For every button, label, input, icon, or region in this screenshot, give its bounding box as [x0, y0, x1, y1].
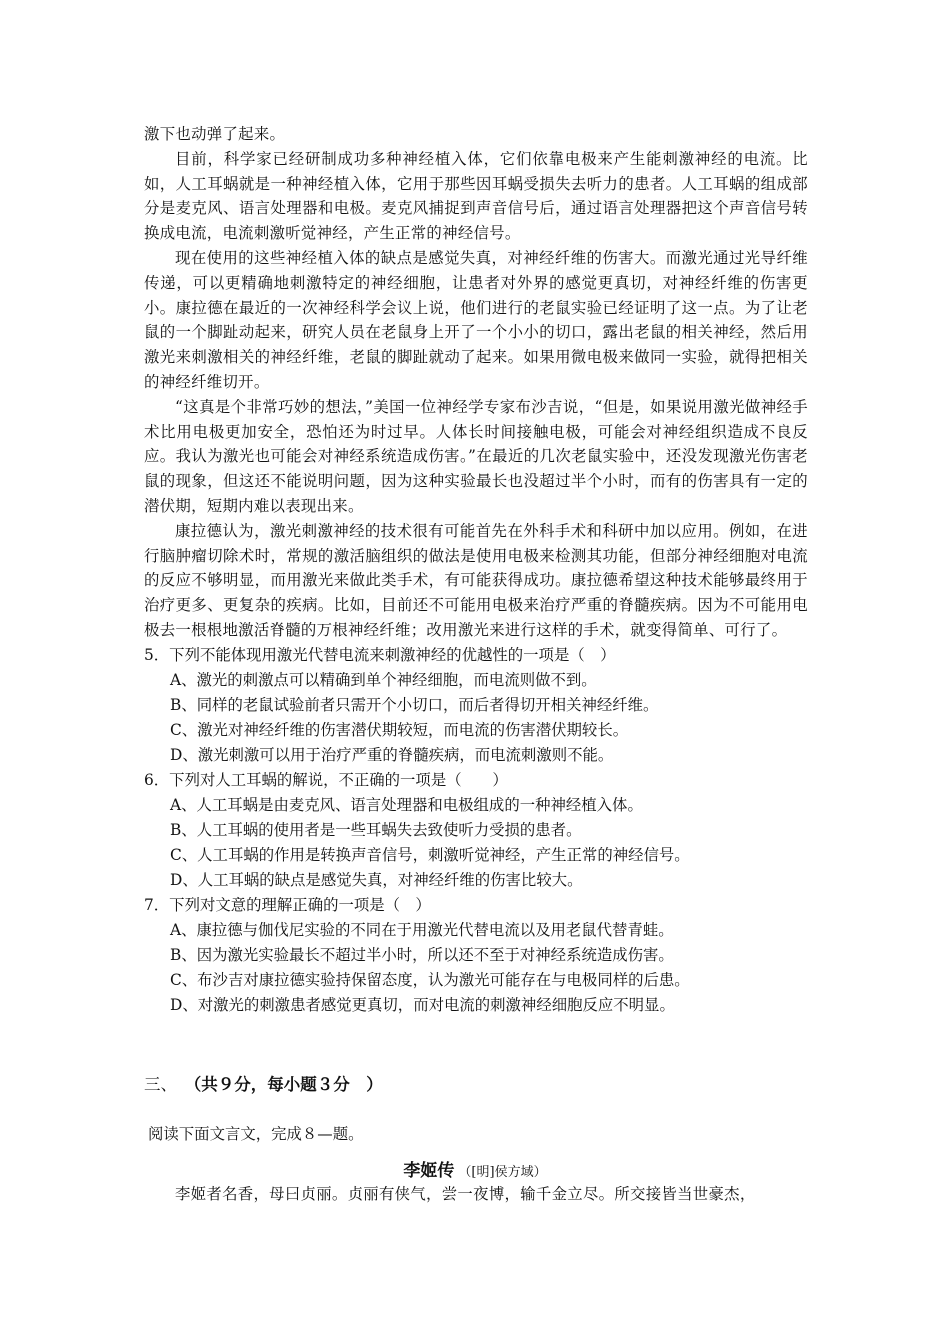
question-option: D、激光刺激可以用于治疗严重的脊髓疾病，而电流刺激则不能。 — [170, 745, 614, 764]
section-number: 三、 — [144, 1075, 177, 1094]
classical-title — [0, 1156, 950, 1181]
question-5 — [144, 643, 808, 768]
passage-paragraph: 康拉德认为，激光刺激神经的技术很有可能首先在外科手术和科研中加以应用。例如，在进行脑肿瘤切除术时，常规的激活脑组织的做法是使用电极来检测其功能，但部分神经细胞对电流的反应不够明显，而用激光来做此类手术，有可能获得成功。康拉德希望这种技术能够最终用于治疗更多、更复杂的疾病。比如，目前还不可能用电极来治疗严重的脊髓疾病。因为不可能用电极去一根根地激活脊髓的万根神经纤维；改用激光来进行这样的手术，就变得简单、可行了。 — [144, 521, 808, 639]
passage-paragraph: 激下也动弹了起来。 — [144, 125, 286, 143]
question-option: A、康拉德与伽伐尼实验的不同在于用激光代替电流以及用老鼠代替青蛙。 — [170, 920, 674, 939]
question-6 — [144, 768, 808, 893]
passage-paragraph: 目前，科学家已经研制成功多种神经植入体，它们依靠电极来产生能刺激神经的电流。比如，人工耳蜗就是一种神经植入体，它用于那些因耳蜗受损失去听力的患者。人工耳蜗的组成部分是麦克风、语言处理器和电极。麦克风捕捉到声音信号后，通过语言处理器把这个声音信号转换成电流，电流刺激听觉神经，产生正常的神经信号。 — [144, 149, 808, 243]
classical-author: （[明]侯方域） — [458, 1165, 547, 1180]
question-option: C、激光对神经纤维的伤害潜伏期较短，而电流的伤害潜伏期较长。 — [170, 720, 629, 739]
question-option: D、对激光的刺激患者感觉更真切，而对电流的刺激神经细胞反应不明显。 — [170, 995, 675, 1014]
section-title: （共９分，每小题３分 ） — [193, 1075, 383, 1094]
question-option: A、人工耳蜗是由麦克风、语言处理器和电极组成的一种神经植入体。 — [170, 795, 643, 814]
section-heading — [144, 1071, 383, 1095]
classical-text — [144, 1182, 808, 1207]
question-option: C、布沙吉对康拉德实验持保留态度，认为激光可能存在与电极同样的后患。 — [170, 970, 690, 989]
question-option: D、人工耳蜗的缺点是感觉失真，对神经纤维的伤害比较大。 — [170, 870, 583, 889]
question-option: B、人工耳蜗的使用者是一些耳蜗失去致使听力受损的患者。 — [170, 820, 582, 839]
question-stem: 7．下列对文意的理解正确的一项是（ ） — [144, 895, 431, 914]
question-7 — [144, 893, 808, 1018]
question-stem: 6．下列对人工耳蜗的解说，不正确的一项是（ ） — [144, 770, 508, 789]
question-option: B、同样的老鼠试验前者只需开个小切口，而后者得切开相关神经纤维。 — [170, 695, 659, 714]
passage — [144, 122, 808, 1018]
question-option: B、因为激光实验最长不超过半小时，所以还不至于对神经系统造成伤害。 — [170, 945, 674, 964]
classical-title-text: 李姬传 — [403, 1161, 455, 1181]
question-option: C、人工耳蜗的作用是转换声音信号，刺激听觉神经，产生正常的神经信号。 — [170, 845, 690, 864]
passage-paragraph: 现在使用的这些神经植入体的缺点是感觉失真，对神经纤维的伤害大。而激光通过光导纤维传递，可以更精确地刺激特定的神经细胞，让患者对外界的感觉更真切，对神经纤维的伤害更小。康拉德在最近的一次神经科学会议上说，他们进行的老鼠实验已经证明了这一点。为了让老鼠的一个脚趾动起来，研究人员在老鼠身上开了一个小小的切口，露出老鼠的相关神经，然后用激光来刺激相关的神经纤维，老鼠的脚趾就动了起来。如果用微电极来做同一实验，就得把相关的神经纤维切开。 — [144, 248, 808, 391]
classical-paragraph: 李姬者名香，母曰贞丽。贞丽有侠气，尝一夜博，输千金立尽。所交接皆当世豪杰， — [175, 1185, 756, 1203]
question-option: A、激光的刺激点可以精确到单个神经细胞，而电流则做不到。 — [170, 670, 597, 689]
passage-paragraph: “这真是个非常巧妙的想法，”美国一位神经学专家布沙吉说，“但是，如果说用激光做神经手术比用电极更加安全，恐怕还为时过早。人体长时间接触电极，可能会对神经组织造成不良反应。我认为激光也可能会对神经系统造成伤害。”在最近的几次老鼠实验中，还没发现激光伤害老鼠的现象，但这还不能说明问题，因为这种实验最长也没超过半个小时，而有的伤害具有一定的潜伏期，短期内难以表现出来。 — [144, 397, 808, 515]
question-stem: 5．下列不能体现用激光代替电流来刺激神经的优越性的一项是（ ） — [144, 645, 616, 664]
instruction-text: 阅读下面文言文，完成８—题。 — [148, 1125, 364, 1143]
